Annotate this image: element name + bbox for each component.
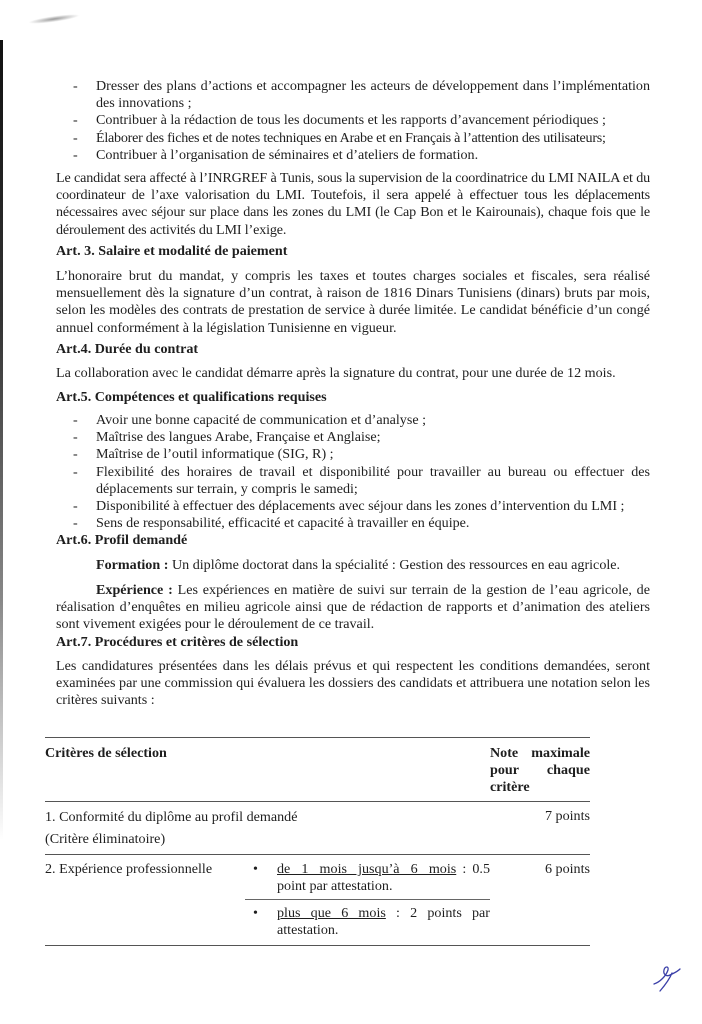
art7-heading: Art.7. Procédures et critères de sélection xyxy=(56,634,299,650)
list-item: - Sens de responsabilité, efficacité et capacité à travailler en équipe. xyxy=(73,515,470,532)
table-row xyxy=(45,801,590,854)
formation-label: Formation : xyxy=(96,557,169,573)
table-row xyxy=(45,854,590,899)
list-item: - Maîtrise des langues Arabe, Française et Anglaise; xyxy=(73,429,381,446)
experience-label: Expérience : xyxy=(96,582,173,598)
list-item: - Élaborer des fiches et de notes techniques en Arabe et en Français à l’attention des utilisateurs; xyxy=(73,129,606,146)
list-item: - Flexibilité des horaires de travail et disponibilité pour travailler au bureau ou effectuer des déplacements sur terrain, y compris le samedi; xyxy=(73,463,650,497)
header-criteria: Critères de sélection xyxy=(45,745,167,761)
art3-text: L’honoraire brut du mandat, y compris les taxes et toutes charges sociales et fiscales, sera réalisé mensuellement dès la signature d’un contrat, à raison de 1816 Dinars Tunisiens (dinars) bruts par mois, selon les modèles des contrats de prestation de service à durée limitée. Le candidat bénéficie d’un congé annuel conformément à la législation Tunisienne en vigueur. xyxy=(56,268,650,336)
signature-initials-icon xyxy=(650,960,684,999)
criterion-cell: 1. Conformité du diplôme au profil demandé (Critère éliminatoire) xyxy=(45,808,298,847)
score-cell: 7 points xyxy=(544,807,590,824)
art6-formation: Formation : Un diplôme doctorat dans la spécialité : Gestion des ressources en eau agricole. xyxy=(96,557,621,573)
art4-text: La collaboration avec le candidat démarre après la signature du contrat, pour une durée de 12 mois. xyxy=(56,365,616,381)
detail-cell: • plus que 6 mois : 2 points par attestation. xyxy=(253,905,491,939)
art6-experience: Expérience : Les expériences en matière de suivi sur terrain de la gestion de l’eau agricole, de réalisation d’enquêtes en milieu agricole ainsi que de rédaction de rapports et d’animation des ateliers sont vivement exigées pour le déroulement de ce travail. xyxy=(56,582,650,633)
assignment-paragraph: Le candidat sera affecté à l’INRGREF à Tunis, sous la supervision de la coordinatrice du LMI NAILA et du coordinateur de l’axe valorisation du LMI. Toutefois, il sera appelé à effectuer tous les déplacements nécessaires avec séjour sur place dans les zones du LMI (le Cap Bon et le Kairounais), chaque fois que le déroulement des activités du LMI l’exige. xyxy=(56,170,650,238)
task-list xyxy=(56,78,650,164)
table-header-row xyxy=(45,738,590,802)
list-item: - Contribuer à l’organisation de séminaires et d’ateliers de formation. xyxy=(73,146,479,163)
detail-cell: • de 1 mois jusqu’à 6 mois : 0.5 point par attestation. xyxy=(245,854,490,899)
spacer xyxy=(235,854,245,946)
art3-heading: Art. 3. Salaire et modalité de paiement xyxy=(56,243,288,259)
list-item: - Disponibilité à effectuer des déplacements avec séjour dans les zones d’intervention du LMI ; xyxy=(73,498,625,515)
list-item: - Avoir une bonne capacité de communication et d’analyse ; xyxy=(73,412,427,428)
art6-heading: Art.6. Profil demandé xyxy=(56,532,188,548)
scan-edge-shadow xyxy=(0,40,3,840)
list-item: - Dresser des plans d’actions et accompagner les acteurs de développement dans l’implémentation des innovations ; xyxy=(73,78,650,112)
list-item: - Contribuer à la rédaction de tous les documents et les rapports d’avancement périodiques ; xyxy=(73,112,606,129)
art4-heading: Art.4. Durée du contrat xyxy=(56,341,199,357)
list-item: - Maîtrise de l’outil informatique (SIG, R) ; xyxy=(73,446,334,463)
art5-heading: Art.5. Compétences et qualifications requises xyxy=(56,389,327,405)
header-score: Note maximale pour chaque critère xyxy=(490,745,590,796)
scan-smudge xyxy=(28,12,80,25)
art7-text: Les candidatures présentées dans les délais prévus et qui respectent les conditions demandées, seront examinées par une commission qui évaluera les dossiers des candidats et attribuera une notation selon les critères suivants : xyxy=(56,658,650,709)
criterion-cell: 2. Expérience professionnelle xyxy=(45,860,213,877)
header-spacer xyxy=(245,738,490,802)
score-cell: 6 points xyxy=(544,860,590,877)
criteria-table xyxy=(45,737,590,946)
skills-list xyxy=(56,412,650,532)
